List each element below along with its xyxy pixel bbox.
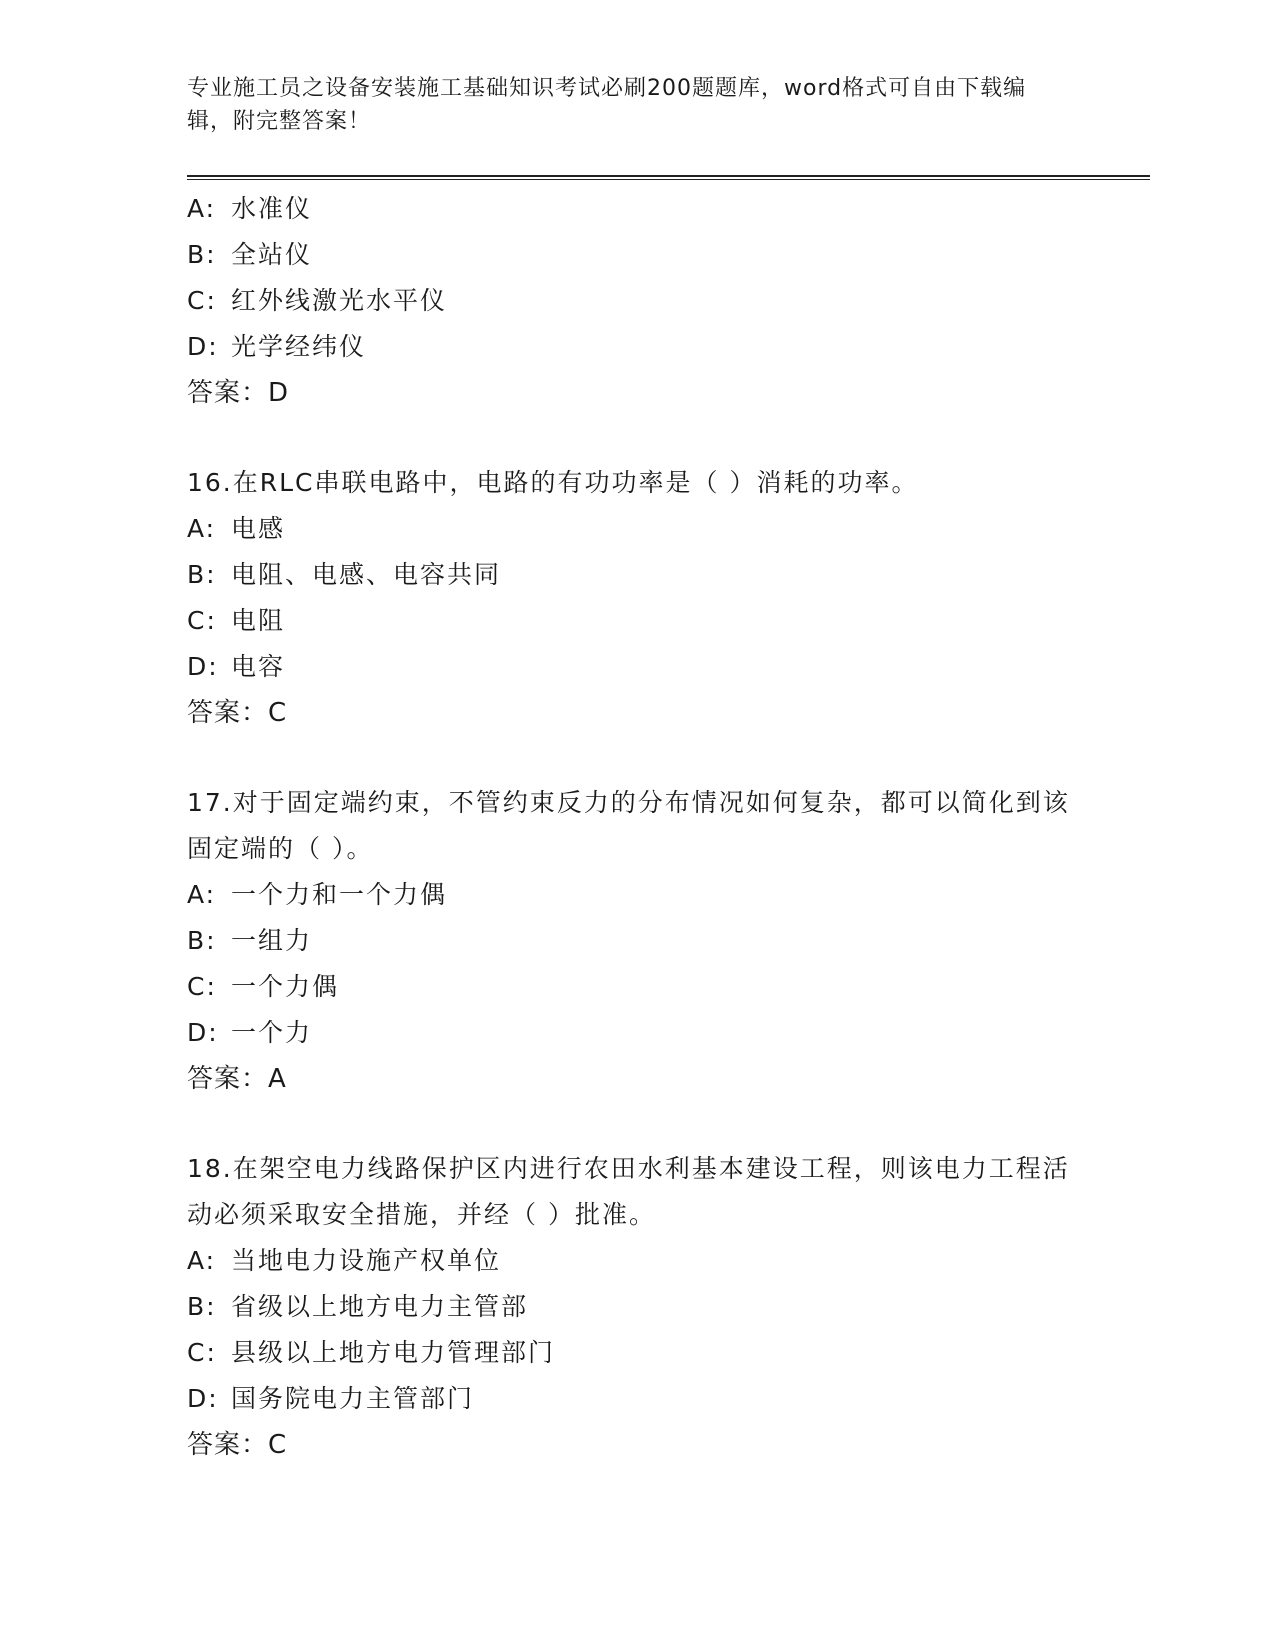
option-d [187,1376,1087,1422]
option-a [187,1238,1087,1284]
document-title: 专业施工员之设备安装施工基础知识考试必刷200题题库，word格式可自由下载编辑，附完整答案！ [187,76,1027,134]
answer-line: 答案：C [187,1430,288,1460]
option-letter: B: [187,926,217,955]
option-text: 全站仪 [231,240,313,269]
option-text: 一个力 [231,1018,313,1047]
option-letter: D: [187,332,219,361]
option-b [187,232,1087,278]
answer-line: 答案：A [187,1064,287,1094]
option-letter: D: [187,1384,219,1413]
option-text: 一组力 [231,926,313,955]
option-letter: A: [187,880,217,909]
option-b [187,918,1087,964]
option-letter: C: [187,1338,217,1367]
option-text: 电阻 [231,606,286,635]
option-c [187,1330,1087,1376]
option-d [187,1010,1087,1056]
option-text: 国务院电力主管部门 [231,1384,475,1413]
option-b [187,1284,1087,1330]
option-text: 省级以上地方电力主管部 [231,1292,529,1321]
option-text: 一个力和一个力偶 [231,880,448,909]
option-a [187,872,1087,918]
option-letter: D: [187,652,219,681]
option-text: 一个力偶 [231,972,340,1001]
option-b [187,552,1087,598]
option-letter: B: [187,1292,217,1321]
option-letter: D: [187,1018,219,1047]
question-text: 17.对于固定端约束，不管约束反力的分布情况如何复杂，都可以简化到该固定端的（ ）。 [187,788,1070,863]
option-letter: B: [187,560,217,589]
option-d [187,324,1087,370]
option-c [187,964,1087,1010]
question-text: 16.在RLC串联电路中，电路的有功功率是（ ）消耗的功率。 [187,468,919,497]
answer-line: 答案：D [187,378,290,408]
option-a [187,506,1087,552]
page-header [187,72,1067,138]
question-block-partial [187,186,1087,416]
question-text: 18.在架空电力线路保护区内进行农田水利基本建设工程，则该电力工程活动必须采取安全措施，并经（ ）批准。 [187,1154,1070,1229]
option-text: 电阻、电感、电容共同 [231,560,502,589]
option-c [187,598,1087,644]
option-text: 当地电力设施产权单位 [231,1246,502,1275]
answer-line: 答案：C [187,698,288,728]
option-letter: C: [187,972,217,1001]
option-letter: B: [187,240,217,269]
option-text: 光学经纬仪 [231,332,367,361]
option-text: 红外线激光水平仪 [231,286,448,315]
option-d [187,644,1087,690]
question-block-16 [187,460,1087,736]
question-block-17 [187,780,1087,1102]
option-letter: C: [187,286,217,315]
option-letter: A: [187,194,217,223]
question-list [187,186,1087,1468]
option-letter: C: [187,606,217,635]
question-block-18 [187,1146,1087,1468]
option-text: 水准仪 [231,194,313,223]
option-a [187,186,1087,232]
option-letter: A: [187,1246,217,1275]
option-c [187,278,1087,324]
option-text: 县级以上地方电力管理部门 [231,1338,556,1367]
header-divider [187,175,1150,180]
option-text: 电感 [231,514,286,543]
option-text: 电容 [231,652,286,681]
option-letter: A: [187,514,217,543]
